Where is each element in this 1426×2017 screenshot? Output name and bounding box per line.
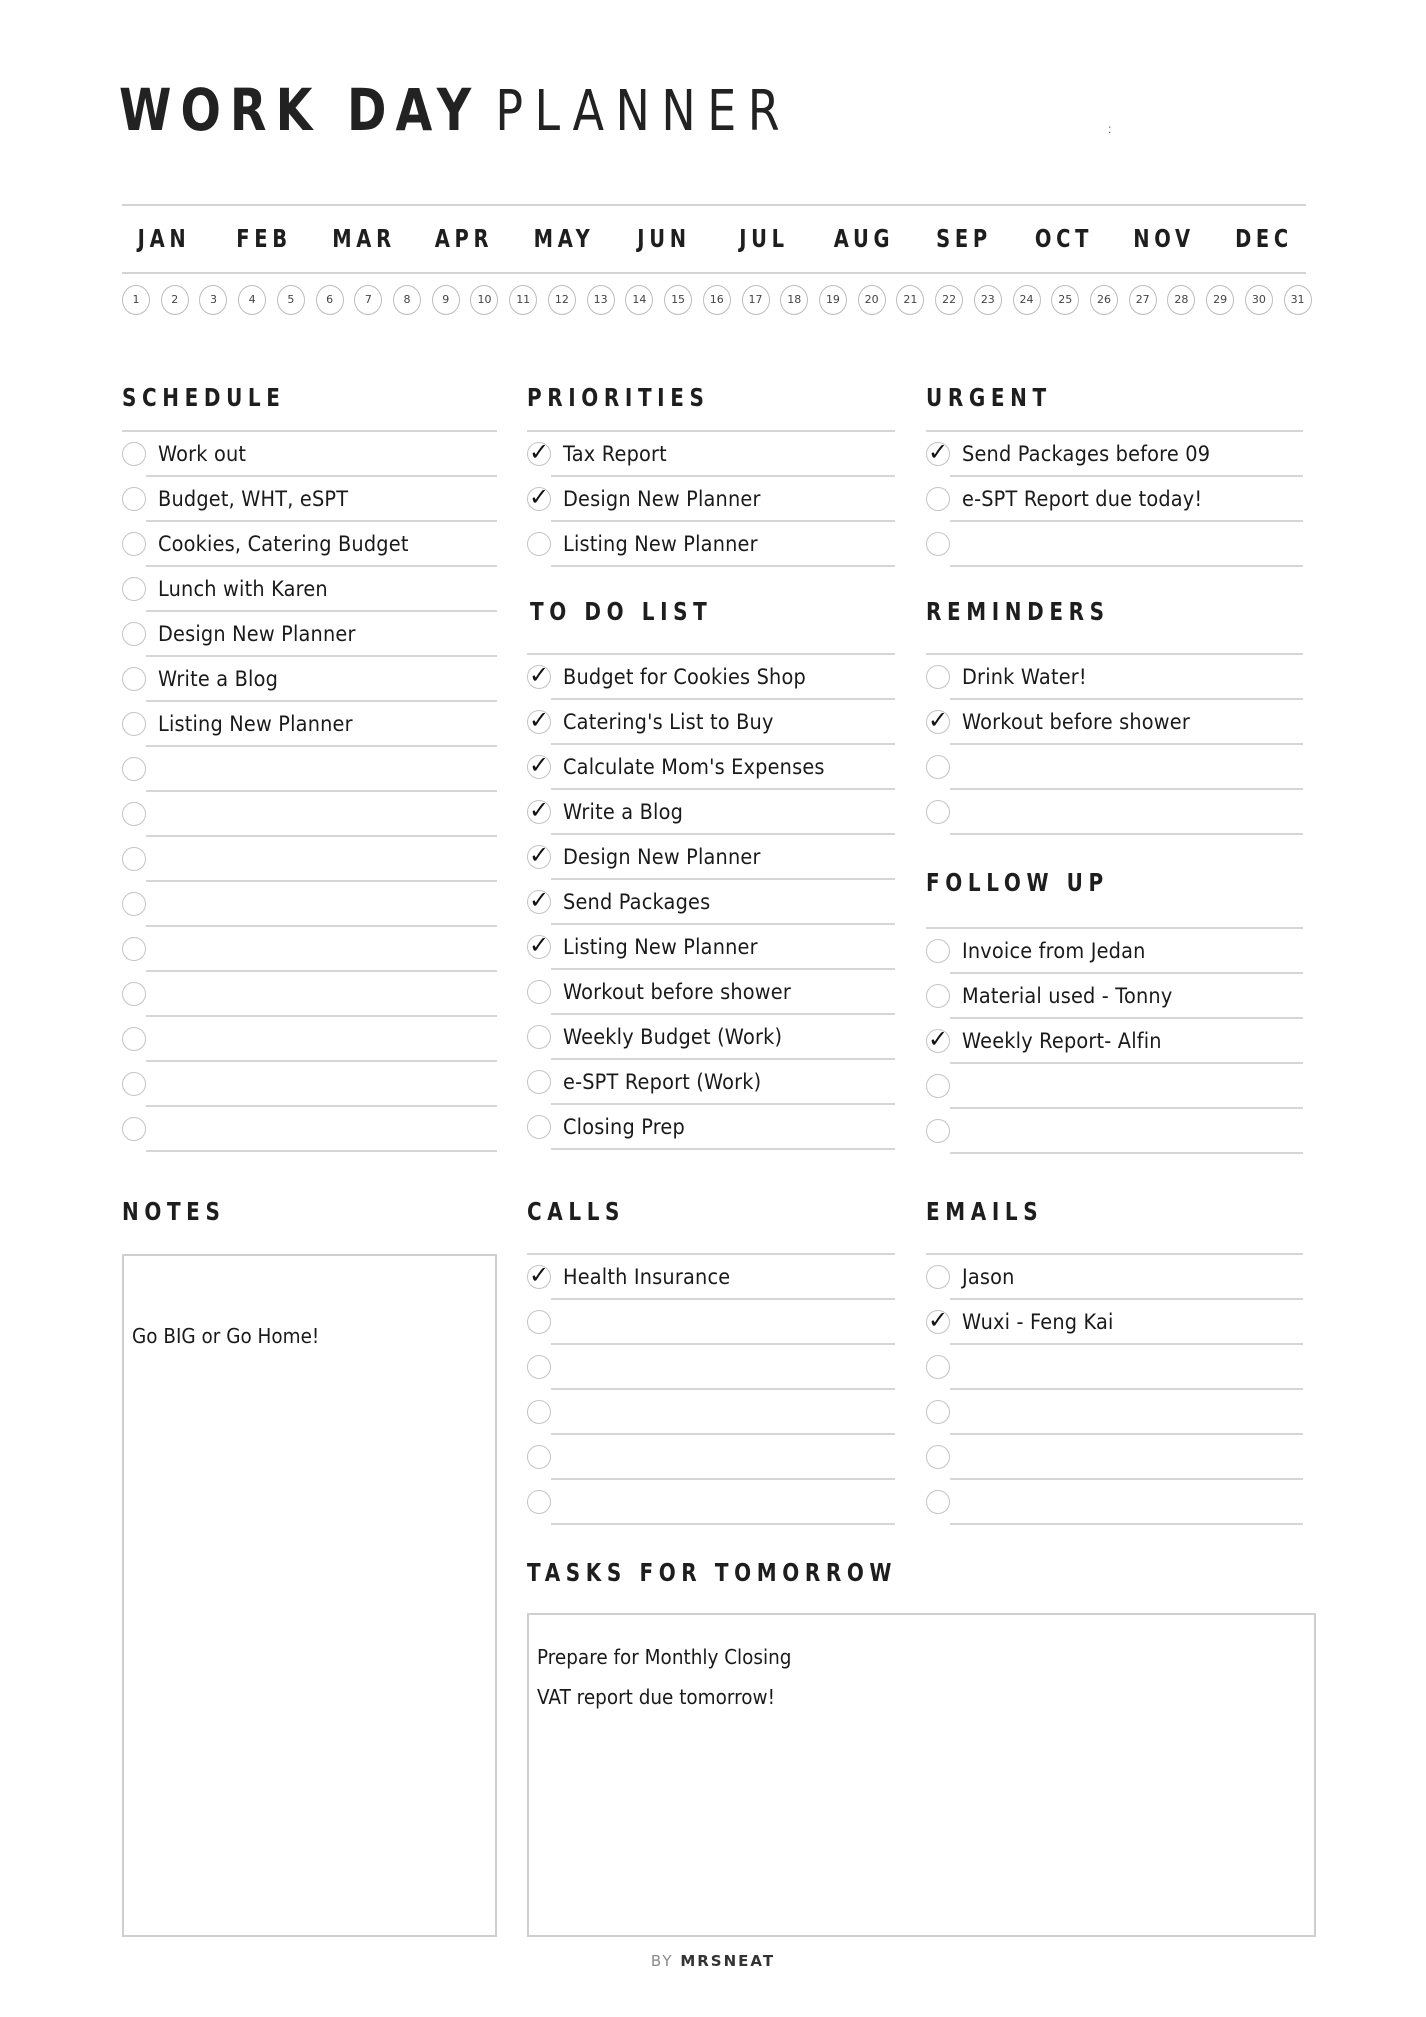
day-circle[interactable]: 14 — [625, 285, 653, 315]
check-icon: ✓ — [928, 1025, 949, 1053]
checkbox[interactable] — [926, 939, 950, 963]
check-icon: ✓ — [529, 886, 550, 914]
month-jan[interactable]: JAN — [137, 224, 191, 253]
list-item[interactable] — [527, 790, 895, 835]
day-circle[interactable]: 28 — [1167, 285, 1195, 315]
list-item[interactable] — [926, 929, 1303, 974]
list-item[interactable] — [527, 477, 895, 522]
day-circle[interactable]: 15 — [664, 285, 692, 315]
list-item[interactable] — [926, 1064, 1303, 1109]
emails-list — [926, 1253, 1303, 1525]
day-circle[interactable]: 1 — [122, 285, 150, 315]
check-icon: ✓ — [529, 796, 550, 824]
list-item-text[interactable]: Workout before shower — [563, 980, 791, 1004]
checkbox[interactable] — [527, 980, 551, 1004]
check-icon: ✓ — [529, 483, 550, 511]
day-circle[interactable]: 16 — [703, 285, 731, 315]
list-item-text[interactable]: Material used - Tonny — [962, 984, 1173, 1008]
list-item[interactable] — [527, 1300, 895, 1345]
list-item[interactable] — [926, 1300, 1303, 1345]
list-item[interactable] — [527, 925, 895, 970]
list-item-text[interactable]: Write a Blog — [158, 667, 279, 691]
checkbox[interactable] — [527, 1025, 551, 1049]
checkbox[interactable] — [926, 1265, 950, 1289]
list-item[interactable] — [926, 790, 1303, 835]
day-circle[interactable]: 3 — [199, 285, 227, 315]
list-item[interactable] — [926, 522, 1303, 567]
list-item[interactable] — [122, 567, 497, 612]
checked-checkbox[interactable] — [926, 1306, 950, 1334]
checkbox[interactable] — [527, 1310, 551, 1334]
day-circle[interactable]: 10 — [470, 285, 498, 315]
row-divider — [950, 1152, 1303, 1154]
list-item[interactable] — [527, 880, 895, 925]
list-item-text[interactable]: Design New Planner — [158, 622, 356, 646]
month-bar-top-divider — [122, 204, 1306, 206]
list-item[interactable] — [122, 432, 497, 477]
row-divider — [950, 833, 1303, 835]
list-item-text[interactable]: Workout before shower — [962, 710, 1190, 734]
check-icon: ✓ — [928, 1306, 949, 1334]
checkbox[interactable] — [926, 1355, 950, 1379]
day-circle[interactable]: 5 — [277, 285, 305, 315]
list-item[interactable] — [926, 1255, 1303, 1300]
list-item-text[interactable]: Listing New Planner — [158, 712, 353, 736]
list-item[interactable] — [926, 1345, 1303, 1390]
list-item[interactable] — [122, 477, 497, 522]
list-item[interactable] — [122, 522, 497, 567]
checked-checkbox[interactable] — [527, 841, 551, 869]
notes-title: NOTES — [122, 1197, 226, 1226]
list-item-text[interactable]: Design New Planner — [563, 845, 761, 869]
checkbox[interactable] — [122, 532, 146, 556]
list-item-text[interactable]: Listing New Planner — [563, 935, 758, 959]
checked-checkbox[interactable] — [527, 438, 551, 466]
day-circle[interactable]: 4 — [238, 285, 266, 315]
checkbox[interactable] — [122, 1027, 146, 1051]
list-item-text[interactable]: Budget for Cookies Shop — [563, 665, 806, 689]
list-item-text[interactable]: Closing Prep — [563, 1115, 685, 1139]
day-circle[interactable]: 21 — [896, 285, 924, 315]
day-circle[interactable]: 26 — [1090, 285, 1118, 315]
day-circle[interactable]: 7 — [354, 285, 382, 315]
checked-checkbox[interactable] — [527, 931, 551, 959]
checkbox[interactable] — [926, 1400, 950, 1424]
list-item[interactable] — [527, 1345, 895, 1390]
list-item[interactable] — [122, 747, 497, 792]
check-icon: ✓ — [529, 661, 550, 689]
list-item-text[interactable]: Tax Report — [563, 442, 667, 466]
check-icon: ✓ — [529, 841, 550, 869]
reminders-title: REMINDERS — [926, 597, 1110, 626]
todo-title: TO DO LIST — [530, 597, 713, 626]
check-icon: ✓ — [529, 706, 550, 734]
list-item[interactable] — [926, 655, 1303, 700]
list-item-text[interactable]: Calculate Mom's Expenses — [563, 755, 825, 779]
day-circle[interactable]: 13 — [587, 285, 615, 315]
day-circle[interactable]: 25 — [1051, 285, 1079, 315]
list-item[interactable] — [122, 612, 497, 657]
checked-checkbox[interactable] — [527, 483, 551, 511]
list-item[interactable] — [122, 1062, 497, 1107]
check-icon: ✓ — [529, 438, 550, 466]
list-item[interactable] — [926, 1390, 1303, 1435]
day-circle[interactable]: 9 — [432, 285, 460, 315]
checkbox[interactable] — [122, 712, 146, 736]
checkbox[interactable] — [122, 982, 146, 1006]
list-item[interactable] — [527, 1255, 895, 1300]
checkbox[interactable] — [926, 665, 950, 689]
list-item[interactable] — [926, 1019, 1303, 1064]
checkbox[interactable] — [122, 892, 146, 916]
emails-title: EMAILS — [926, 1197, 1044, 1226]
checked-checkbox[interactable] — [527, 886, 551, 914]
checkbox[interactable] — [926, 1445, 950, 1469]
list-item[interactable] — [926, 432, 1303, 477]
title-bold: WORK DAY — [119, 76, 481, 144]
urgent-list — [926, 430, 1303, 567]
day-circle[interactable]: 20 — [858, 285, 886, 315]
schedule-title: SCHEDULE — [122, 383, 286, 412]
checked-checkbox[interactable] — [926, 438, 950, 466]
list-item[interactable] — [926, 974, 1303, 1019]
list-item[interactable] — [527, 432, 895, 477]
checkbox[interactable] — [122, 1072, 146, 1096]
checked-checkbox[interactable] — [926, 1025, 950, 1053]
checkbox[interactable] — [122, 622, 146, 646]
list-item-text[interactable]: Write a Blog — [563, 800, 684, 824]
priorities-list — [527, 430, 895, 567]
month-dec[interactable]: DEC — [1235, 224, 1293, 253]
list-item-text[interactable]: Weekly Budget (Work) — [563, 1025, 783, 1049]
row-divider — [950, 565, 1303, 567]
checkbox[interactable] — [926, 755, 950, 779]
checkbox[interactable] — [926, 984, 950, 1008]
checkbox[interactable] — [527, 1400, 551, 1424]
list-item[interactable] — [122, 1107, 497, 1152]
list-item[interactable] — [527, 835, 895, 880]
list-item[interactable] — [122, 792, 497, 837]
checkbox[interactable] — [122, 1117, 146, 1141]
list-item-text[interactable]: Invoice from Jedan — [962, 939, 1146, 963]
list-item[interactable] — [122, 657, 497, 702]
day-circle[interactable]: 29 — [1206, 285, 1234, 315]
day-circle[interactable]: 22 — [935, 285, 963, 315]
checkbox[interactable] — [527, 1115, 551, 1139]
checkbox[interactable] — [122, 442, 146, 466]
notes-text: Go BIG or Go Home! — [132, 1324, 320, 1348]
list-item[interactable] — [527, 1435, 895, 1480]
month-feb[interactable]: FEB — [236, 224, 292, 253]
notes-box[interactable] — [122, 1254, 497, 1937]
calls-list — [527, 1253, 895, 1525]
calls-title: CALLS — [527, 1197, 626, 1226]
month-apr[interactable]: APR — [434, 224, 494, 253]
list-item-text[interactable]: Weekly Report- Alfin — [962, 1029, 1162, 1053]
list-item-text[interactable]: e-SPT Report (Work) — [563, 1070, 762, 1094]
checkbox[interactable] — [122, 487, 146, 511]
month-selector — [122, 222, 1306, 256]
follow-up-title: FOLLOW UP — [926, 868, 1109, 897]
checkbox[interactable] — [122, 577, 146, 601]
schedule-list — [122, 430, 497, 1152]
list-item[interactable] — [527, 1390, 895, 1435]
list-item-text[interactable]: Budget, WHT, eSPT — [158, 487, 349, 511]
month-aug[interactable]: AUG — [833, 224, 895, 253]
list-item[interactable] — [527, 1060, 895, 1105]
footer-credit — [0, 1952, 1426, 1970]
list-item[interactable] — [527, 655, 895, 700]
checked-checkbox[interactable] — [527, 706, 551, 734]
check-icon: ✓ — [529, 931, 550, 959]
month-oct[interactable]: OCT — [1034, 224, 1094, 253]
month-nov[interactable]: NOV — [1133, 224, 1195, 253]
title-light: PLANNER — [495, 79, 792, 144]
stray-mark: : — [1108, 122, 1112, 136]
page-title — [119, 76, 792, 144]
footer-by: BY — [650, 1952, 674, 1970]
list-item-text[interactable]: Lunch with Karen — [158, 577, 328, 601]
follow-up-list — [926, 927, 1303, 1154]
day-circle[interactable]: 12 — [548, 285, 576, 315]
row-divider — [551, 565, 895, 567]
list-item-text[interactable]: Listing New Planner — [563, 532, 758, 556]
checked-checkbox[interactable] — [527, 751, 551, 779]
checked-checkbox[interactable] — [926, 706, 950, 734]
list-item[interactable] — [527, 1105, 895, 1150]
day-circle[interactable]: 19 — [819, 285, 847, 315]
checkbox[interactable] — [122, 802, 146, 826]
list-item[interactable] — [122, 927, 497, 972]
tasks-tomorrow-line-1: Prepare for Monthly Closing — [537, 1645, 792, 1669]
todo-list — [527, 653, 895, 1150]
list-item[interactable] — [926, 477, 1303, 522]
month-jun[interactable]: JUN — [637, 224, 691, 253]
month-may[interactable]: MAY — [533, 224, 595, 253]
day-circle[interactable]: 30 — [1245, 285, 1273, 315]
day-circle[interactable]: 18 — [780, 285, 808, 315]
urgent-title: URGENT — [926, 383, 1052, 412]
list-item-text[interactable]: Jason — [962, 1265, 1015, 1289]
check-icon: ✓ — [529, 751, 550, 779]
list-item[interactable] — [527, 1015, 895, 1060]
check-icon: ✓ — [529, 1261, 550, 1289]
list-item[interactable] — [527, 522, 895, 567]
checkbox[interactable] — [926, 1119, 950, 1143]
checkbox[interactable] — [527, 1490, 551, 1514]
reminders-list — [926, 653, 1303, 835]
checked-checkbox[interactable] — [527, 661, 551, 689]
list-item[interactable] — [527, 1480, 895, 1525]
list-item-text[interactable]: Health Insurance — [563, 1265, 731, 1289]
tasks-tomorrow-box[interactable] — [527, 1613, 1316, 1937]
row-divider — [950, 1523, 1303, 1525]
checkbox[interactable] — [122, 847, 146, 871]
list-item[interactable] — [527, 700, 895, 745]
footer-brand: MRSNEAT — [680, 1952, 776, 1970]
list-item-text[interactable]: e-SPT Report due today! — [962, 487, 1203, 511]
day-selector — [122, 285, 1312, 317]
day-circle[interactable]: 23 — [974, 285, 1002, 315]
checkbox[interactable] — [926, 487, 950, 511]
list-item-text[interactable]: Work out — [158, 442, 247, 466]
list-item[interactable] — [926, 1435, 1303, 1480]
list-item-text[interactable]: Wuxi - Feng Kai — [962, 1310, 1114, 1334]
checkbox[interactable] — [527, 1070, 551, 1094]
tasks-tomorrow-title: TASKS FOR TOMORROW — [527, 1558, 898, 1587]
list-item-text[interactable]: Send Packages — [563, 890, 711, 914]
check-icon: ✓ — [928, 438, 949, 466]
day-circle[interactable]: 24 — [1013, 285, 1041, 315]
checkbox[interactable] — [926, 1490, 950, 1514]
day-circle[interactable]: 17 — [742, 285, 770, 315]
month-bar-bottom-divider — [122, 272, 1306, 274]
row-divider — [551, 1523, 895, 1525]
checkbox[interactable] — [122, 757, 146, 781]
day-circle[interactable]: 6 — [316, 285, 344, 315]
checkbox[interactable] — [527, 532, 551, 556]
checkbox[interactable] — [527, 1445, 551, 1469]
list-item-text[interactable]: Cookies, Catering Budget — [158, 532, 409, 556]
list-item-text[interactable]: Catering's List to Buy — [563, 710, 774, 734]
month-sep[interactable]: SEP — [936, 224, 992, 253]
checkbox[interactable] — [926, 532, 950, 556]
list-item[interactable] — [122, 702, 497, 747]
list-item[interactable] — [122, 972, 497, 1017]
month-mar[interactable]: MAR — [332, 224, 396, 253]
list-item-text[interactable]: Drink Water! — [962, 665, 1087, 689]
row-divider — [551, 1148, 895, 1150]
day-circle[interactable]: 27 — [1129, 285, 1157, 315]
day-circle[interactable]: 31 — [1284, 285, 1312, 315]
check-icon: ✓ — [928, 706, 949, 734]
list-item[interactable] — [926, 1480, 1303, 1525]
day-circle[interactable]: 2 — [161, 285, 189, 315]
checkbox[interactable] — [527, 1355, 551, 1379]
checkbox[interactable] — [926, 800, 950, 824]
list-item[interactable] — [926, 745, 1303, 790]
day-circle[interactable]: 11 — [509, 285, 537, 315]
priorities-title: PRIORITIES — [527, 383, 710, 412]
list-item-text[interactable]: Design New Planner — [563, 487, 761, 511]
list-item[interactable] — [926, 700, 1303, 745]
month-jul[interactable]: JUL — [739, 224, 789, 253]
checked-checkbox[interactable] — [527, 796, 551, 824]
row-divider — [146, 1150, 497, 1152]
list-item[interactable] — [122, 837, 497, 882]
day-circle[interactable]: 8 — [393, 285, 421, 315]
list-item-text[interactable]: Send Packages before 09 — [962, 442, 1211, 466]
list-item[interactable] — [122, 1017, 497, 1062]
checkbox[interactable] — [122, 937, 146, 961]
list-item[interactable] — [122, 882, 497, 927]
checkbox[interactable] — [926, 1074, 950, 1098]
checked-checkbox[interactable] — [527, 1261, 551, 1289]
tasks-tomorrow-line-2: VAT report due tomorrow! — [537, 1685, 775, 1709]
list-item[interactable] — [926, 1109, 1303, 1154]
list-item[interactable] — [527, 970, 895, 1015]
checkbox[interactable] — [122, 667, 146, 691]
list-item[interactable] — [527, 745, 895, 790]
